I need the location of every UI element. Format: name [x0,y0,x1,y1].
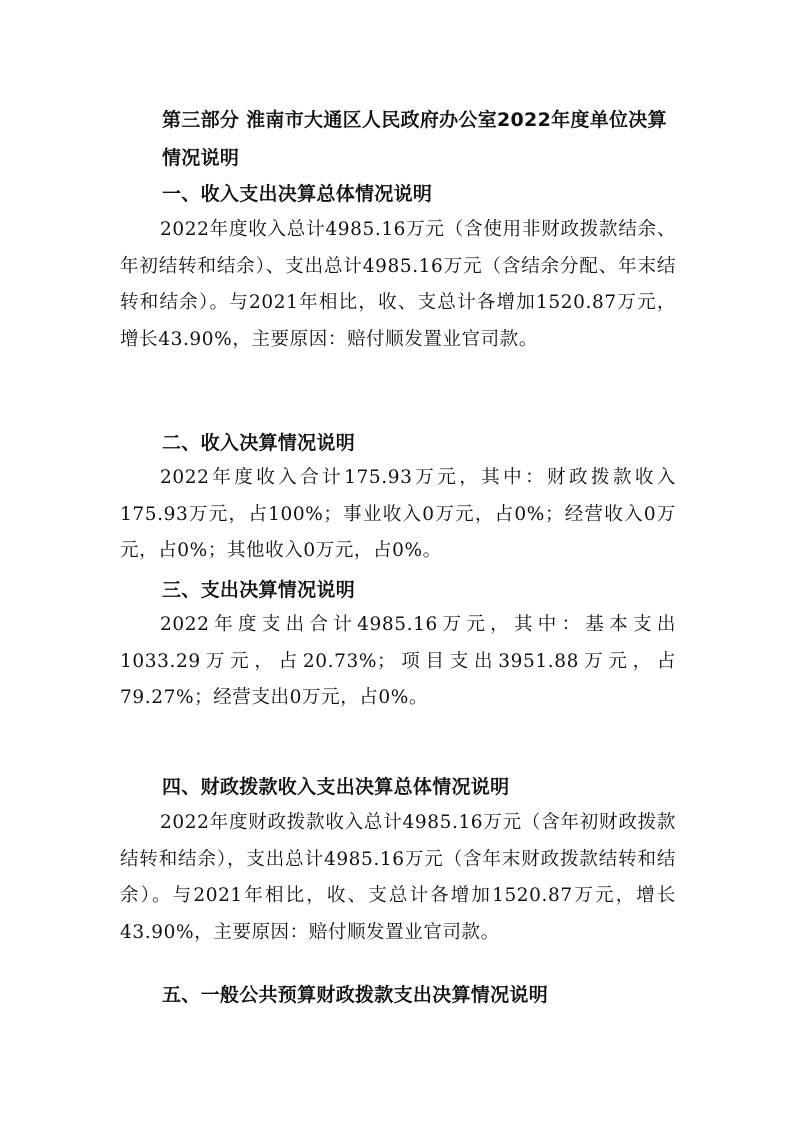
section-body-fiscal-appropriation: 2022年度财政拨款收入总计4985.16万元（含年初财政拨款结转和结余），支出总计4985.16万元（含年末财政拨款结转和结余）。与2021年相比，收、支总计各增加1520.87万元，增长43.90%，主要原因：赔付顺发置业官司款。 [120,812,676,943]
section-heading-expenditure: 三、支出决算情况说明 [162,579,356,601]
document-title [120,101,680,177]
section-body-income-expenditure-overview: 2022年度收入总计4985.16万元（含使用非财政拨款结余、年初结转和结余）、支出总计4985.16万元（含结余分配、年末结转和结余）。与2021年相比，收、支总计各增加1520.87万元，增长43.90%，主要原因：赔付顺发置业官司款。 [120,219,676,350]
section-heading-income: 二、收入决算情况说明 [162,432,356,454]
section-heading-income-expenditure-overview: 一、收入支出决算总体情况说明 [162,183,433,205]
section-body-income: 2022年度收入合计175.93万元，其中：财政拨款收入175.93万元，占100%；事业收入0万元，占0%；经营收入0万元，占0%；其他收入0万元，占0%。 [120,467,676,562]
section-heading-general-public-budget: 五、一般公共预算财政拨款支出决算情况说明 [162,984,549,1006]
section-heading-fiscal-appropriation: 四、财政拨款收入支出决算总体情况说明 [162,776,510,798]
section-body-expenditure: 2022年度支出合计4985.16万元，其中：基本支出1033.29万元，占20.73%；项目支出3951.88万元，占79.27%；经营支出0万元，占0%。 [120,614,676,709]
document-title-text: 第三部分 淮南市大通区人民政府办公室2022年度单位决算情况说明 [162,109,667,169]
